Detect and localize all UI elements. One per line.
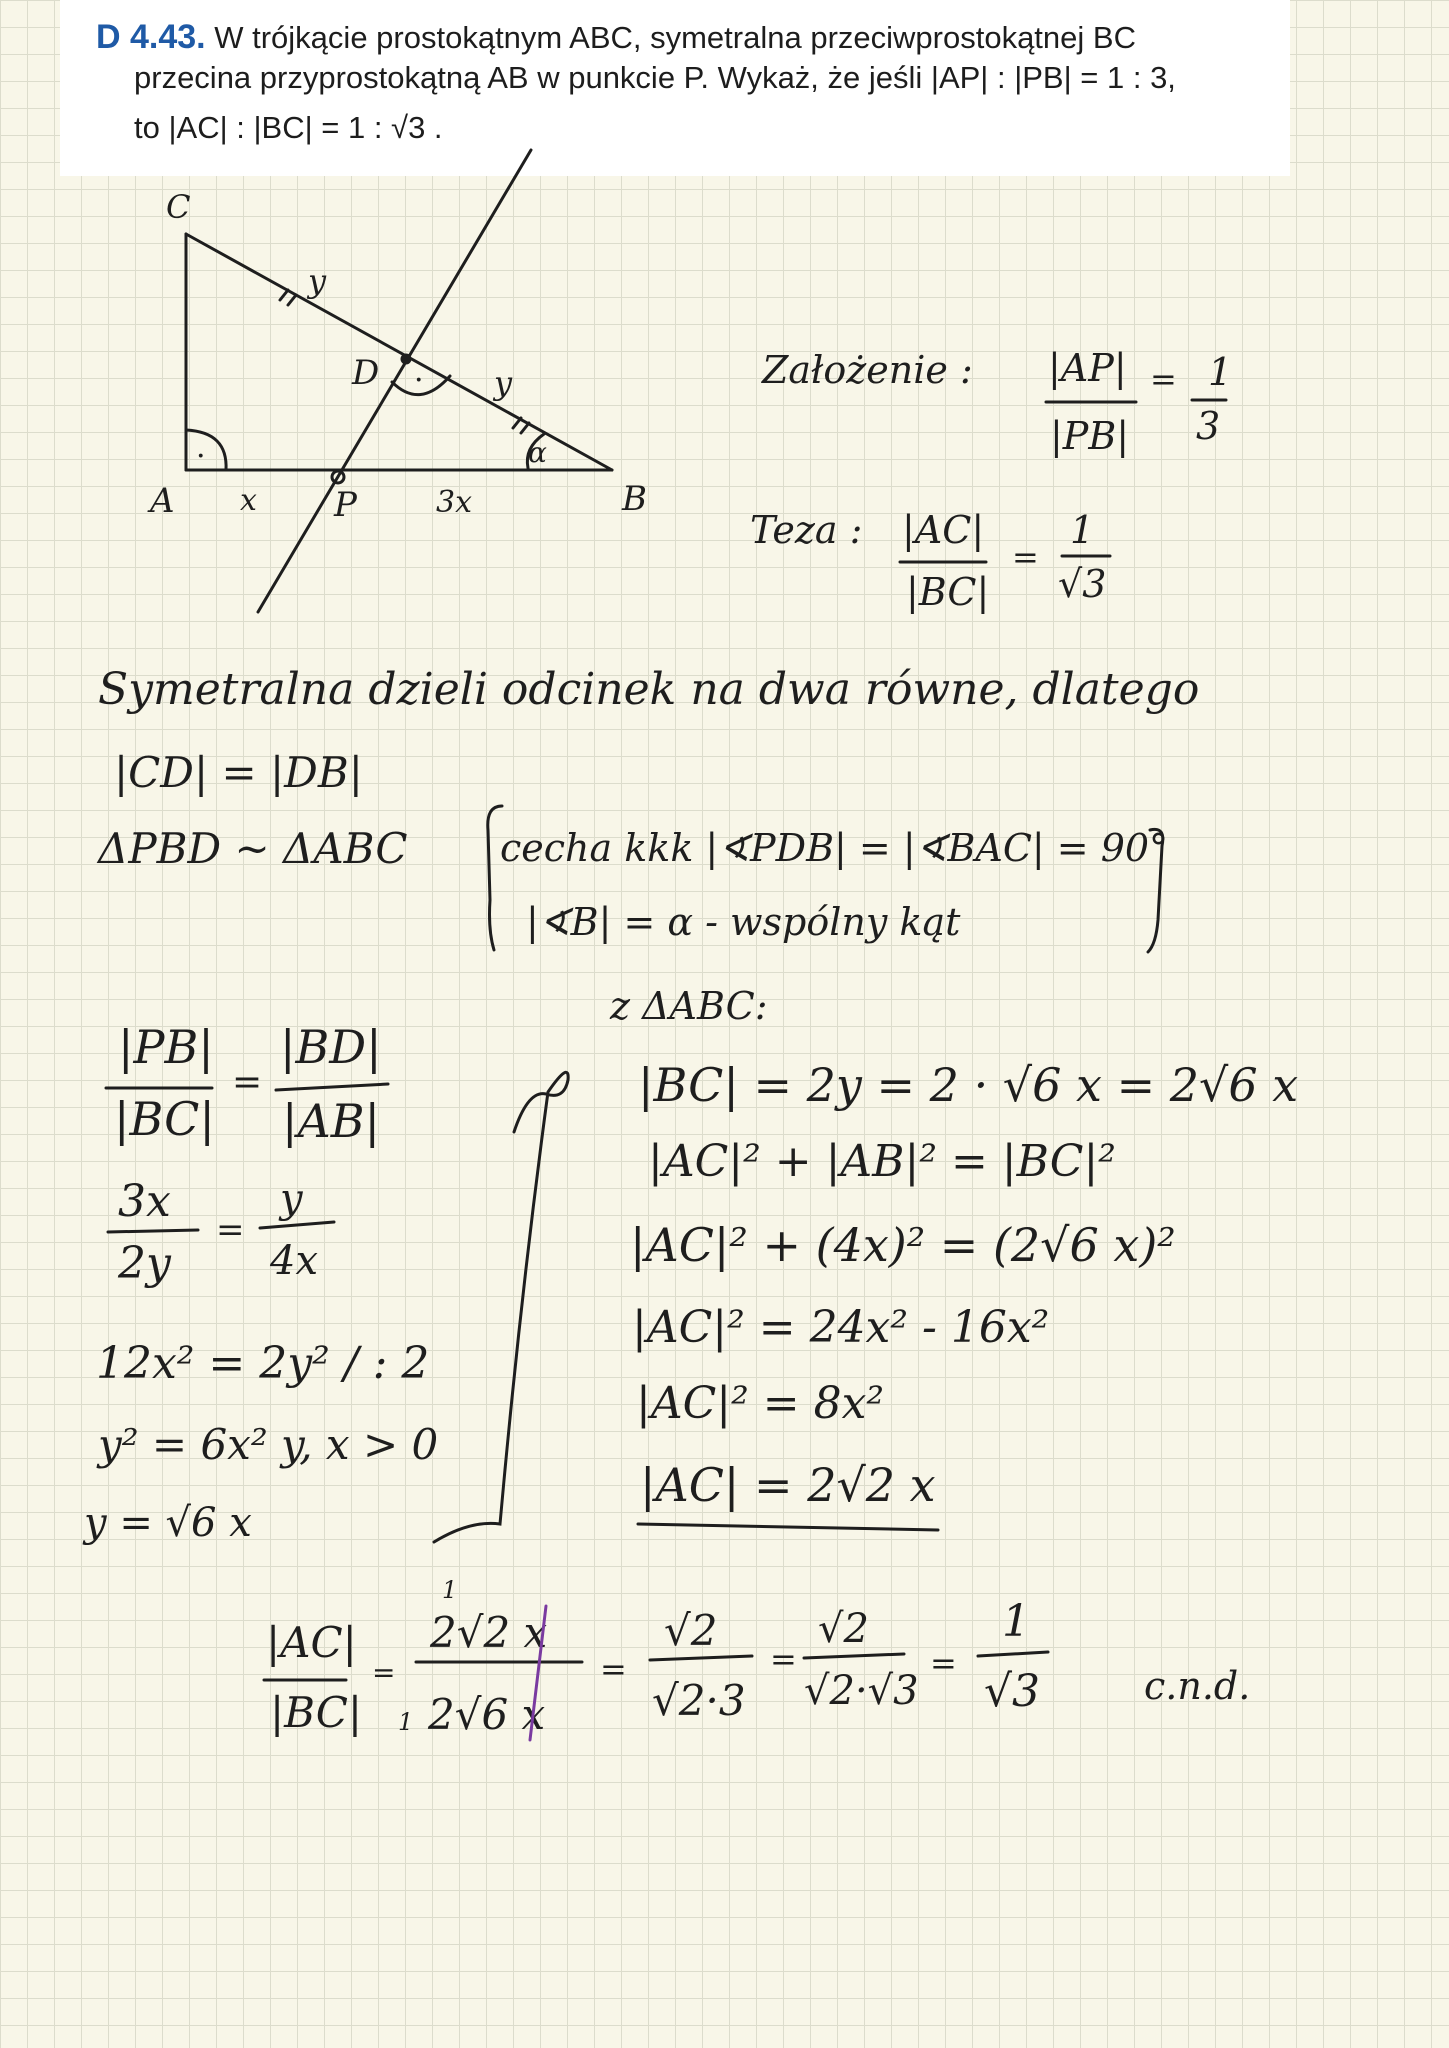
final-f5-num: 1 xyxy=(1002,1596,1030,1647)
final-f1-num: |AC| xyxy=(266,1618,357,1667)
final-f3-bar xyxy=(650,1656,752,1660)
reasoning-line-2: |CD| = |DB| xyxy=(114,748,363,797)
left-f1-den: |BC| xyxy=(114,1092,215,1146)
thesis-val-den: √3 xyxy=(1058,562,1107,606)
right-brace xyxy=(1148,829,1163,952)
thesis-den: |BC| xyxy=(906,570,990,614)
left-f-eq: = xyxy=(232,1062,263,1103)
right-angle-dot-d: · xyxy=(414,363,424,398)
final-f5-den: √3 xyxy=(984,1666,1041,1717)
reasoning-line-5: |∢B| = α - wspólny kąt xyxy=(526,900,961,944)
label-d: D xyxy=(352,353,380,393)
final-f2-num: 2√2 x xyxy=(430,1608,548,1657)
right-head: z ΔABC: xyxy=(610,984,768,1028)
label-c: C xyxy=(166,188,191,226)
left-brace xyxy=(488,806,502,950)
given-den: |PB| xyxy=(1050,414,1130,458)
label-alpha: α xyxy=(528,436,547,469)
final-f3-den: √2·3 xyxy=(652,1676,746,1725)
flow-arrow xyxy=(434,1072,568,1542)
label-a: A xyxy=(150,481,175,521)
right-line-3: |AC|² + (4x)² = (2√6 x)² xyxy=(630,1218,1176,1272)
right-line-2: |AC|² + |AB|² = |BC|² xyxy=(648,1136,1116,1187)
final-eq-4: = xyxy=(930,1644,957,1682)
right-line-5: |AC|² = 8x² xyxy=(636,1378,885,1429)
final-eq-2: = xyxy=(600,1650,627,1688)
qed-text: c.n.d. xyxy=(1144,1664,1251,1708)
given-num: |AP| xyxy=(1048,346,1127,390)
left-g-eq: = xyxy=(216,1210,245,1250)
left-line-5: y = √6 x xyxy=(84,1500,252,1546)
left-f2-bar xyxy=(276,1084,388,1090)
right-line-1: |BC| = 2y = 2 · √6 x = 2√6 x xyxy=(638,1058,1299,1112)
given-val-den: 3 xyxy=(1196,404,1221,448)
right-result-underline xyxy=(638,1524,938,1530)
left-f1-num: |PB| xyxy=(118,1020,214,1074)
left-f2-num: |BD| xyxy=(280,1020,382,1074)
cancel-x-slash xyxy=(530,1606,546,1740)
label-x: x xyxy=(240,483,257,518)
given-val-num: 1 xyxy=(1208,350,1233,394)
final-f4-bar xyxy=(804,1654,904,1658)
thesis-val-num: 1 xyxy=(1070,508,1095,552)
problem-number: D 4.43. xyxy=(96,18,206,56)
left-line-4: y² = 6x² y, x > 0 xyxy=(98,1420,439,1469)
label-b: B xyxy=(622,479,647,519)
left-g2-den: 4x xyxy=(270,1238,319,1284)
final-f4-num: √2 xyxy=(818,1606,869,1652)
final-f5-bar xyxy=(978,1652,1048,1656)
final-f3-num: √2 xyxy=(664,1606,718,1655)
left-g1-bar xyxy=(108,1230,198,1232)
reasoning-line-3: ΔPBD ~ ΔABC xyxy=(98,824,408,873)
label-y-right: y xyxy=(494,364,513,402)
left-f2-den: |AB| xyxy=(282,1094,381,1148)
final-cancel-top: 1 xyxy=(442,1576,458,1604)
left-g1-num: 3x xyxy=(118,1176,171,1227)
right-line-4: |AC|² = 24x² - 16x² xyxy=(632,1302,1050,1353)
final-eq-3: = xyxy=(770,1640,797,1678)
left-line-3: 12x² = 2y² / : 2 xyxy=(96,1338,430,1389)
final-eq-1: = xyxy=(372,1656,396,1689)
problem-line-2: przecina przyprostokątną AB w punkcie P. Wykaż, że jeśli |AP| : |PB| = 1 : 3, xyxy=(134,60,1176,95)
right-angle-dot-a: · xyxy=(196,439,206,474)
thesis-label: Teza : xyxy=(750,508,863,552)
right-line-6: |AC| = 2√2 x xyxy=(640,1458,936,1512)
left-g2-bar xyxy=(260,1222,334,1228)
left-g1-den: 2y xyxy=(118,1238,171,1289)
given-label: Założenie : xyxy=(762,348,973,392)
reasoning-line-1: Symetralna dzieli odcinek na dwa równe, dlatego xyxy=(98,664,1200,715)
final-f2-den: 2√6 x xyxy=(428,1690,546,1739)
reasoning-line-4: cecha kkk |∢PDB| = |∢BAC| = 90° xyxy=(500,826,1169,870)
final-cancel-bottom: 1 xyxy=(398,1708,414,1736)
problem-line-3: to |AC| : |BC| = 1 : √3 . xyxy=(134,110,443,145)
given-eq: = xyxy=(1150,360,1177,398)
final-f1-den: |BC| xyxy=(270,1688,363,1737)
label-3x: 3x xyxy=(436,485,473,520)
thesis-num: |AC| xyxy=(902,508,985,552)
label-y-top: y xyxy=(308,262,327,300)
thesis-eq: = xyxy=(1012,538,1039,576)
left-g2-num: y xyxy=(280,1176,303,1222)
label-p: P xyxy=(334,485,357,525)
problem-text-1: W trójkącie prostokątnym ABC, symetralna przeciwprostokątnej BC xyxy=(214,20,1136,55)
final-f4-den: √2·√3 xyxy=(804,1668,919,1714)
